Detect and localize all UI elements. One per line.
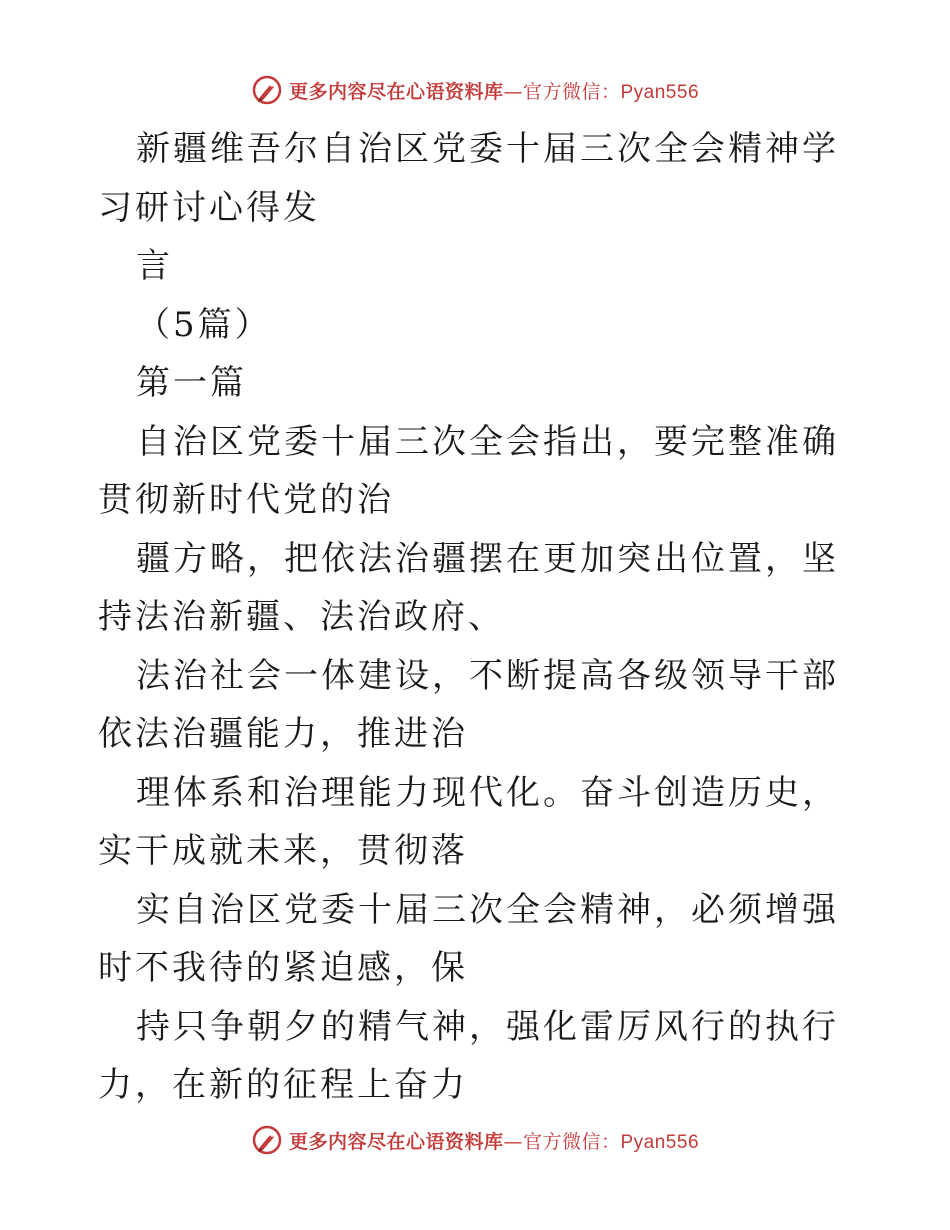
paragraph-body: 自治区党委十届三次全会指出，要完整准确贯彻新时代党的治: [98, 421, 839, 520]
watermark-suffix: 官方微信：: [522, 1130, 621, 1153]
paragraph-title: 新疆维吾尔自治区党委十届三次全会精神学习研讨心得发: [98, 129, 839, 228]
paragraph-count: （5篇）: [136, 304, 272, 345]
watermark-prefix: 更多内容尽在心语资料库: [288, 80, 504, 103]
watermark-suffix: 官方微信：: [522, 80, 621, 103]
paragraph-body: 实自治区党委十届三次全会精神，必须增强时不我待的紧迫感，保: [98, 889, 839, 988]
watermark-header: [0, 70, 950, 110]
paragraph-title-continued: 言: [136, 246, 173, 286]
paragraph-body: 持只争朝夕的精气神，强化雷厉风行的执行力，在新的征程上奋力: [98, 1006, 839, 1105]
watermark-id: Pyan556: [620, 1131, 700, 1153]
watermark-dash: —: [503, 1130, 523, 1153]
paragraph-section-heading: 第一篇: [136, 363, 247, 403]
paragraph-body: 法治社会一体建设，不断提高各级领导干部依法治疆能力，推进治: [98, 655, 839, 754]
pen-logo-icon: [251, 74, 283, 106]
document-body: [98, 120, 858, 1115]
watermark-text: [289, 77, 699, 104]
watermark-dash: —: [503, 80, 523, 103]
pen-logo-icon: [251, 1124, 283, 1156]
watermark-footer: [0, 1120, 950, 1160]
paragraph-body: 理体系和治理能力现代化。奋斗创造历史，实干成就未来，贯彻落: [98, 772, 839, 871]
watermark-text: [289, 1127, 699, 1154]
watermark-id: Pyan556: [620, 81, 700, 103]
watermark-prefix: 更多内容尽在心语资料库: [288, 1130, 504, 1153]
paragraph-body: 疆方略，把依法治疆摆在更加突出位置，坚持法治新疆、法治政府、: [98, 538, 839, 637]
